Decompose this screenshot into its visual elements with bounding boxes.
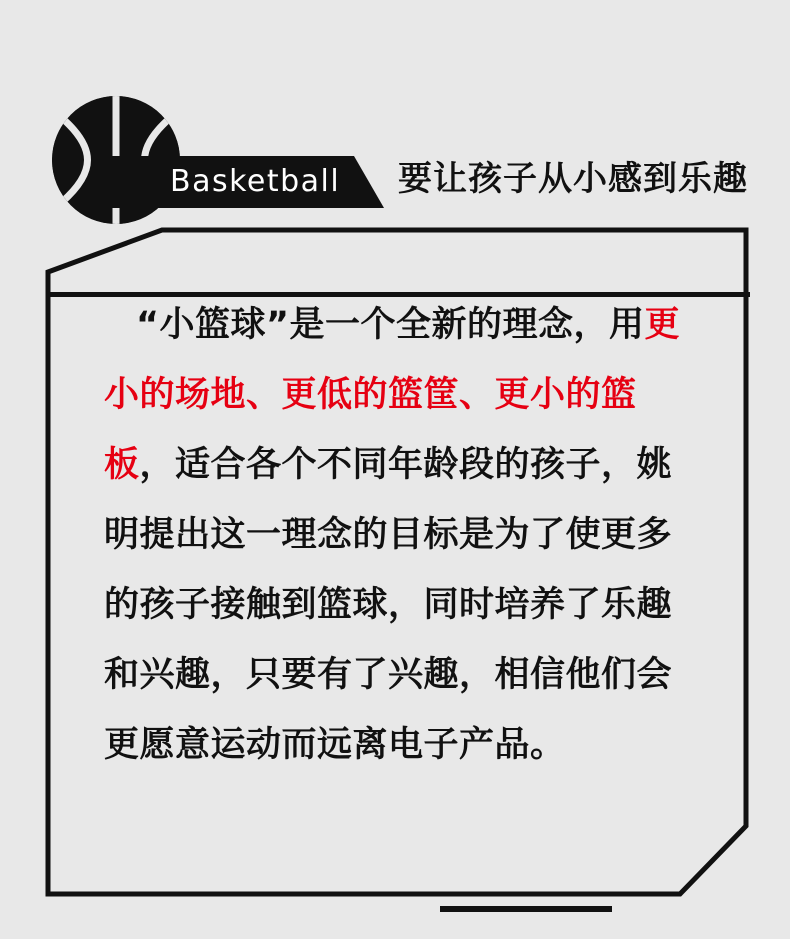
brand-label: Basketball: [170, 164, 341, 199]
body-lead: “小篮球”是一个全新的理念，用: [136, 305, 645, 345]
poster-header: [0, 80, 790, 230]
body-highlight: 更小的场地、更低的篮筐、更小的篮板: [104, 305, 681, 485]
page-title: 要让孩子从小感到乐趣: [398, 159, 748, 199]
bottom-divider: [440, 906, 612, 912]
body-paragraph: [104, 290, 694, 780]
body-rest: ，适合各个不同年龄段的孩子，姚明提出这一理念的目标是为了使更多的孩子接触到篮球，同时培养了乐趣和兴趣，只要有了兴趣，相信他们会更愿意运动而远离电子产品。: [104, 445, 673, 765]
